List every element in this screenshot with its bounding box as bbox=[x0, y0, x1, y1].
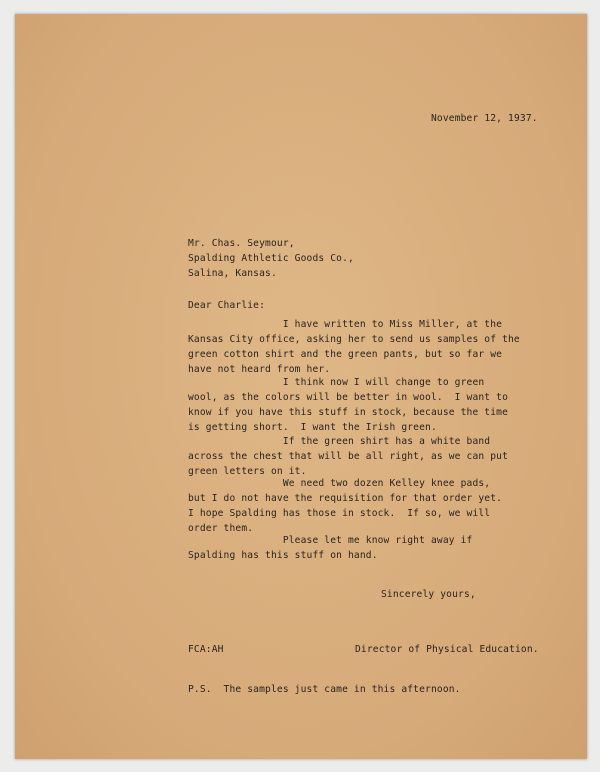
salutation: Dear Charlie: bbox=[188, 300, 266, 311]
body-line: know if you have this stuff in stock, because the time bbox=[188, 407, 508, 418]
letter-date: November 12, 1937. bbox=[431, 113, 538, 124]
body-paragraph bbox=[188, 434, 508, 479]
body-line: is getting short. I want the Irish green. bbox=[188, 422, 437, 433]
body-line: I think now I will change to green bbox=[188, 377, 485, 388]
body-line: have not heard from her. bbox=[188, 364, 331, 375]
postscript: P.S. The samples just came in this afternoon. bbox=[188, 684, 461, 695]
closing: Sincerely yours, bbox=[381, 589, 476, 600]
recipient-line: Salina, Kansas. bbox=[188, 268, 277, 279]
signature-title: Director of Physical Education. bbox=[355, 644, 539, 655]
body-line: order them. bbox=[188, 523, 254, 534]
body-line: Please let me know right away if bbox=[188, 535, 473, 546]
recipient-line: Mr. Chas. Seymour, bbox=[188, 238, 295, 249]
body-paragraph bbox=[188, 317, 520, 377]
body-line: Kansas City office, asking her to send us samples of the bbox=[188, 334, 520, 345]
recipient-address bbox=[188, 236, 354, 281]
body-paragraph bbox=[188, 533, 472, 563]
recipient-line: Spalding Athletic Goods Co., bbox=[188, 253, 354, 264]
body-line: Spalding has this stuff on hand. bbox=[188, 550, 378, 561]
body-paragraph bbox=[188, 476, 502, 536]
body-line: We need two dozen Kelley knee pads, bbox=[188, 478, 491, 489]
body-line: I hope Spalding has those in stock. If so, we will bbox=[188, 508, 491, 519]
body-paragraph bbox=[188, 375, 508, 435]
body-line: green cotton shirt and the green pants, but so far we bbox=[188, 349, 503, 360]
typist-initials: FCA:AH bbox=[188, 644, 224, 655]
body-line: If the green shirt has a white band bbox=[188, 436, 491, 447]
body-line: I have written to Miss Miller, at the bbox=[188, 319, 503, 330]
letter-page bbox=[15, 14, 587, 759]
body-line: green letters on it. bbox=[188, 466, 307, 477]
body-line: across the chest that will be all right, as we can put bbox=[188, 451, 508, 462]
body-line: but I do not have the requisition for that order yet. bbox=[188, 493, 503, 504]
body-line: wool, as the colors will be better in wool. I want to bbox=[188, 392, 508, 403]
